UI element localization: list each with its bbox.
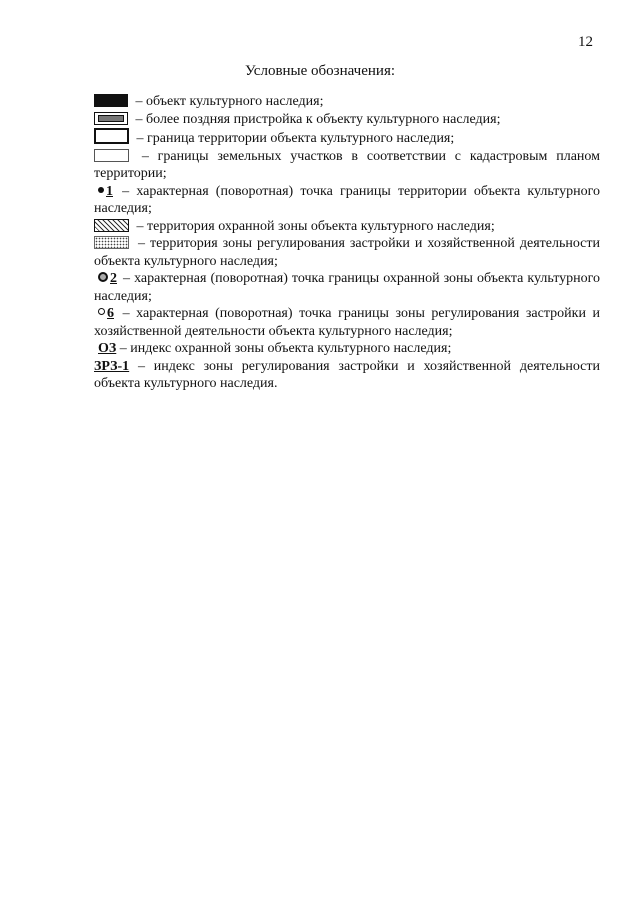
legend-item-territory-point: 1 – характерная (поворотная) точка границы территории объекта культурного наследия; — [94, 183, 600, 216]
territory-border-swatch-icon — [94, 128, 129, 144]
legend-item-regulation-point: 6 – характерная (поворотная) точка границы зоны регулирования застройки и хозяйственной деятельности объекта культурного наследия; — [94, 306, 601, 339]
legend-title: Условные обозначения: — [244, 63, 396, 79]
legend-item-protection-index: ОЗ – индекс охранной зоны объекта культурного наследия; — [98, 341, 452, 356]
ring-point-icon — [98, 272, 108, 282]
legend-item-land-plots: – границы земельных участков в соответствии с кадастровым планом территории; — [94, 148, 600, 181]
legend-item-protection-zone: – территория охранной зоны объекта культурного наследия; — [94, 218, 600, 236]
legend-item-regulation-index: ЗРЗ-1 – индекс зоны регулирования застройки и хозяйственной деятельности объекта культурного наследия. — [94, 358, 600, 391]
legend-list — [94, 93, 600, 393]
legend-item-territory-border: – граница территории объекта культурного наследия; — [94, 128, 600, 148]
page-number: 12 — [578, 34, 593, 50]
legend-item-regulation-zone: – территория зоны регулирования застройки и хозяйственной деятельности объекта культурного наследия; — [94, 236, 600, 269]
dotted-swatch-icon — [94, 236, 129, 249]
small-ring-point-icon — [98, 308, 105, 315]
point-label: 2 — [110, 271, 117, 286]
legend-item-heritage-object: – объект культурного наследия; — [94, 93, 600, 111]
legend-item-annex: – более поздняя пристройка к объекту культурного наследия; — [94, 111, 600, 129]
hatch-swatch-icon — [94, 219, 129, 232]
legend-item-protection-point: 2 – характерная (поворотная) точка границы охранной зоны объекта культурного наследия; — [94, 271, 601, 304]
index-label: ОЗ — [98, 341, 117, 356]
index-label: ЗРЗ-1 — [94, 358, 130, 374]
point-label: 1 — [106, 183, 113, 199]
black-fill-swatch-icon — [94, 94, 128, 107]
point-label: 6 — [107, 306, 114, 321]
annex-swatch-icon — [94, 112, 128, 125]
land-plot-swatch-icon — [94, 149, 129, 162]
